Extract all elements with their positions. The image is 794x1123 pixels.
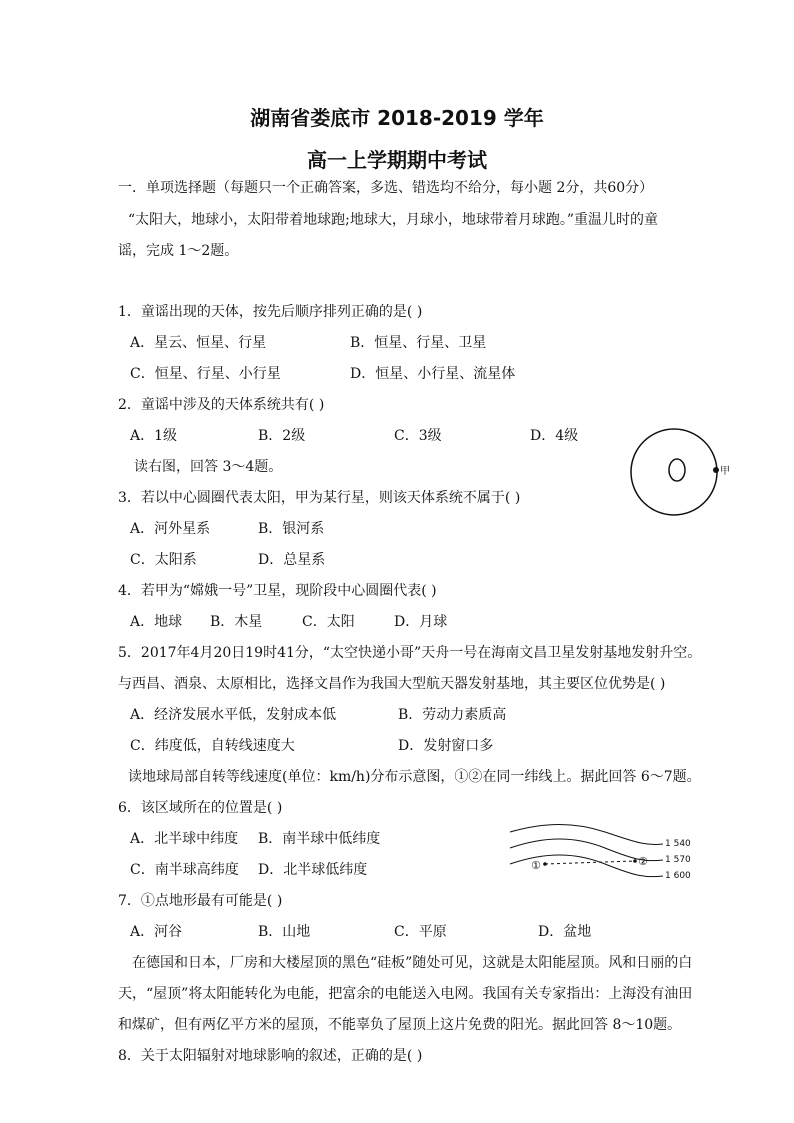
q4-option-c: C．太阳 bbox=[302, 614, 355, 630]
point-2-label: ② bbox=[638, 855, 648, 868]
q3-option-c: C．太阳系 bbox=[130, 552, 197, 568]
speed-contour-diagram bbox=[505, 818, 695, 888]
q4-option-d: D．月球 bbox=[394, 614, 448, 630]
orbit-diagram bbox=[624, 426, 734, 526]
center-body bbox=[669, 459, 685, 481]
latitude-dashed-line bbox=[545, 861, 635, 864]
question-3-stem: 3．若以中心圆圈代表太阳，甲为某行星，则该天体系统不属于( ) bbox=[118, 490, 521, 506]
q7-option-b: B．山地 bbox=[258, 924, 311, 940]
point-1-dot bbox=[543, 862, 547, 866]
intro-4-line-1: 在德国和日本，厂房和大楼屋顶的黑色“硅板”随处可见，这就是太阳能屋顶。风和日丽的白 bbox=[132, 955, 693, 971]
q6-option-d: D．北半球低纬度 bbox=[258, 862, 368, 878]
q5-option-d: D．发射窗口多 bbox=[398, 738, 494, 754]
q7-option-a: A．河谷 bbox=[130, 924, 183, 940]
q1-option-d: D．恒星、小行星、流星体 bbox=[350, 366, 516, 382]
q4-option-b: B．木星 bbox=[210, 614, 263, 630]
intro-4-line-3: 和煤矿，但有两亿平方米的屋顶，不能辜负了屋顶上这片免费的阳光。据此回答 8～10题。 bbox=[118, 1017, 682, 1033]
q1-option-c: C．恒星、行星、小行星 bbox=[130, 366, 281, 382]
contour-label-1540: 1 540 bbox=[665, 839, 691, 849]
question-7-stem: 7．①点地形最有可能是( ) bbox=[118, 893, 283, 909]
title-line-2: 高一上学期期中考试 bbox=[307, 148, 487, 172]
q2-option-d: D．4级 bbox=[530, 428, 579, 444]
q5-option-b: B．劳动力素质高 bbox=[398, 707, 507, 723]
point-2-dot bbox=[633, 859, 637, 863]
intro-4-line-2: 天，“屋顶”将太阳能转化为电能，把富余的电能送入电网。我国有关专家指出：上海没有油田 bbox=[118, 986, 693, 1002]
q3-option-d: D．总星系 bbox=[258, 552, 326, 568]
question-4-stem: 4．若甲为“嫦娥一号”卫星，现阶段中心圆圈代表( ) bbox=[118, 583, 437, 599]
question-1-stem: 1．童谣出现的天体，按先后顺序排列正确的是( ) bbox=[118, 304, 423, 320]
q6-option-a: A．北半球中纬度 bbox=[130, 831, 239, 847]
contour-label-1570: 1 570 bbox=[665, 855, 691, 865]
section-heading: 一．单项选择题（每题只一个正确答案，多选、错选均不给分，每小题 2分，共60分） bbox=[118, 180, 654, 196]
question-2-stem: 2．童谣中涉及的天体系统共有( ) bbox=[118, 397, 325, 413]
orbit-circle bbox=[631, 429, 717, 515]
q1-option-a: A．星云、恒星、行星 bbox=[130, 335, 267, 351]
q7-option-c: C．平原 bbox=[394, 924, 447, 940]
intro-1-line-2: 谣，完成 1～2题。 bbox=[118, 243, 239, 259]
q7-option-d: D．盆地 bbox=[538, 924, 592, 940]
intro-1-line-1: “太阳大，地球小，太阳带着地球跑;地球大，月球小，地球带着月球跑。”重温儿时的童 bbox=[128, 212, 659, 228]
q2-option-c: C．3级 bbox=[394, 428, 442, 444]
q5-option-a: A．经济发展水平低，发射成本低 bbox=[130, 707, 337, 723]
intro-2-line-1: 读右图，回答 3～4题。 bbox=[134, 459, 283, 475]
question-8-stem: 8．关于太阳辐射对地球影响的叙述，正确的是( ) bbox=[118, 1048, 423, 1064]
q2-option-b: B．2级 bbox=[258, 428, 306, 444]
q6-option-c: C．南半球高纬度 bbox=[130, 862, 239, 878]
point-1-label: ① bbox=[531, 859, 541, 872]
question-5-stem-line-2: 与西昌、酒泉、太原相比，选择文昌作为我国大型航天器发射基地，其主要区位优势是( ) bbox=[118, 676, 666, 692]
planet-jia bbox=[713, 467, 719, 473]
label-jia: 甲 bbox=[720, 466, 730, 477]
q2-option-a: A．1级 bbox=[130, 428, 178, 444]
contour-label-1600: 1 600 bbox=[665, 871, 691, 881]
q5-option-c: C．纬度低，自转线速度大 bbox=[130, 738, 295, 754]
question-6-stem: 6．该区域所在的位置是( ) bbox=[118, 800, 283, 816]
title-line-1: 湖南省娄底市 2018-2019 学年 bbox=[250, 106, 544, 130]
intro-3-line-1: 读地球局部自转等线速度(单位：km/h)分布示意图，①②在同一纬线上。据此回答 6～7题。 bbox=[128, 769, 701, 785]
question-5-stem-line-1: 5．2017年4月20日19时41分，“太空快递小哥”天舟一号在海南文昌卫星发射基地发射升空。 bbox=[118, 645, 702, 661]
q3-option-b: B．银河系 bbox=[258, 521, 325, 537]
q6-option-b: B．南半球中低纬度 bbox=[258, 831, 381, 847]
q3-option-a: A．河外星系 bbox=[130, 521, 211, 537]
q4-option-a: A．地球 bbox=[130, 614, 183, 630]
q1-option-b: B．恒星、行星、卫星 bbox=[350, 335, 487, 351]
